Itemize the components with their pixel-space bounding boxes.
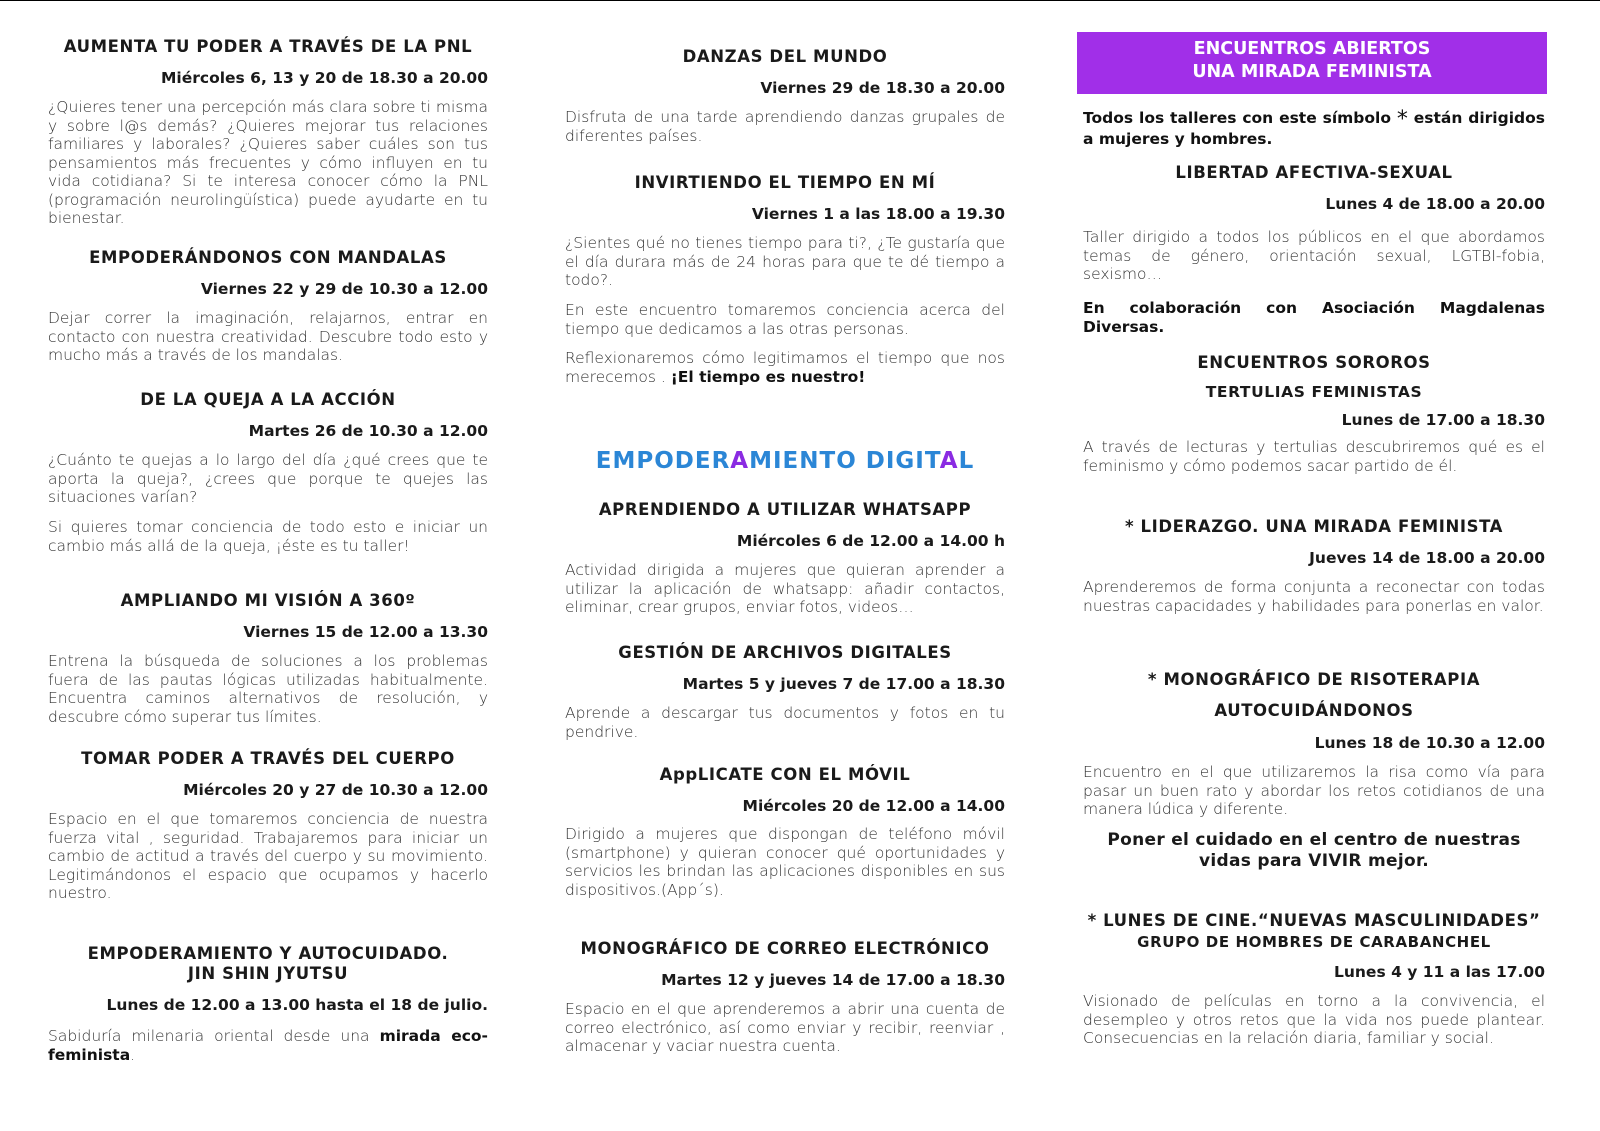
workshop-title: AppLICATE CON EL MÓVIL [659,765,911,784]
workshop-title: AUMENTA TU PODER A TRAVÉS DE LA PNL [63,37,473,56]
workshop-date: Miércoles 20 y 27 de 10.30 a 12.00 [183,781,488,799]
workshop-description: Aprende a descargar tus documentos y fotos en tu pendrive. [565,704,1005,741]
workshop-title: EMPODERAMIENTO Y AUTOCUIDADO. [87,944,449,963]
workshop-description: Visionado de películas en torno a la convivencia, el desempleo y otros retos que la vida nos puede plantear. Consecuencias en la relación diaria, familiar y social. [1083,992,1545,1047]
workshop-title: * LUNES DE CINE.“NUEVAS MASCULINIDADES” [1087,911,1541,930]
banner-line: UNA MIRADA FEMINISTA [1192,62,1432,82]
workshop-description: Espacio en el que tomaremos conciencia de nuestra fuerza vital , seguridad. Trabajaremos para iniciar un cambio de actitud a través del cuerpo y su movimiento. Legitimándonos el espacio que ocupamos y hacerlo nuestro. [48,810,488,902]
workshop-date: Miércoles 6, 13 y 20 de 18.30 a 20.00 [161,69,488,87]
workshop-title: TOMAR PODER A TRAVÉS DEL CUERPO [81,749,455,768]
section-heading-digital: EMPODERAMIENTO DIGITAL [595,448,975,474]
workshop-description: ¿Quieres tener una percepción más clara sobre ti misma y sobre l@s demás? ¿Quieres mejorar tus relaciones familiares y laborales? ¿Quieres saber cuáles son tus pensamientos más frecuentes y cómo influyen en tu vida cotidiana? Si te interesa conocer cómo la PNL (programación neurolingüística) puede ayudarte en tu bienestar. [48,98,488,227]
workshop-title: INVIRTIENDO EL TIEMPO EN MÍ [634,173,936,192]
workshop-date: Viernes 29 de 18.30 a 20.00 [760,79,1005,97]
workshop-subtitle: JIN SHIN JYUTSU [187,964,349,983]
workshop-date: Martes 12 y jueves 14 de 17.00 a 18.30 [661,971,1005,989]
intro-note: Todos los talleres con este símbolo * están dirigidos a mujeres y hombres. [1083,107,1546,148]
workshop-date: Lunes de 12.00 a 13.00 hasta el 18 de julio. [106,996,488,1014]
workshop-title: DANZAS DEL MUNDO [682,47,888,66]
workshop-title: EMPODERÁNDONOS CON MANDALAS [89,248,447,267]
workshop-subtitle: TERTULIAS FEMINISTAS [1205,383,1423,401]
workshop-description: Sabiduría milenaria oriental desde una mirada eco-feminista. [48,1027,488,1064]
workshop-description: Dejar correr la imaginación, relajarnos, entrar en contacto con nuestra creatividad. Descubre todo esto y mucho más a través de los mandalas. [48,309,488,364]
workshop-description: Disfruta de una tarde aprendiendo danzas grupales de diferentes países. [565,108,1005,145]
workshop-date: Viernes 1 a las 18.00 a 19.30 [751,205,1005,223]
asterisk-symbol: * [1396,107,1408,132]
workshop-title: DE LA QUEJA A LA ACCIÓN [140,390,396,409]
workshop-description: Aprenderemos de forma conjunta a reconectar con todas nuestras capacidades y habilidades para ponerlas en valor. [1083,578,1545,615]
workshop-date: Lunes de 17.00 a 18.30 [1341,411,1545,429]
workshop-date: Jueves 14 de 18.00 a 20.00 [1309,549,1545,567]
workshop-description: En este encuentro tomaremos conciencia acerca del tiempo que dedicamos a las otras personas. [565,301,1005,338]
workshop-description: Si quieres tomar conciencia de todo esto e iniciar un cambio más allá de la queja, ¡éste es tu taller! [48,518,488,555]
workshop-description: ¿Cuánto te quejas a lo largo del día ¿qué crees que te aporta la queja?, ¿crees que porque te quejes las situaciones varían? [48,451,488,506]
workshop-title: GESTIÓN DE ARCHIVOS DIGITALES [618,643,952,662]
workshop-description: Entrena la búsqueda de soluciones a los problemas fuera de las pautas lógicas utilizadas habitualmente. Encuentra caminos alternativos de resolución, y descubre cómo superar tus límites. [48,652,488,726]
banner-line: ENCUENTROS ABIERTOS [1193,39,1431,59]
workshop-date: Lunes 4 de 18.00 a 20.00 [1325,195,1545,213]
workshop-date: Miércoles 6 de 12.00 a 14.00 h [736,532,1005,550]
workshop-title: AMPLIANDO MI VISIÓN A 360º [120,591,416,610]
workshop-description: Actividad dirigida a mujeres que quieran aprender a utilizar la aplicación de whatsapp: añadir contactos, eliminar, crear grupos, enviar fotos, videos… [565,561,1005,616]
workshop-description: Taller dirigido a todos los públicos en el que abordamos temas de género, orientación sexual, LGTBI-fobia, sexismo… [1083,228,1545,283]
top-rule [0,0,1600,1]
workshop-title: * LIDERAZGO. UNA MIRADA FEMINISTA [1124,517,1504,536]
workshop-description: Espacio en el que aprenderemos a abrir una cuenta de correo electrónico, así como enviar y recibir, reenviar , almacenar y vaciar nuestra cuenta. [565,1000,1005,1055]
workshop-date: Martes 26 de 10.30 a 12.00 [248,422,488,440]
workshop-date: Viernes 22 y 29 de 10.30 a 12.00 [200,280,488,298]
workshop-title: ENCUENTROS SOROROS [1197,353,1431,372]
workshop-title: LIBERTAD AFECTIVA-SEXUAL [1175,163,1453,182]
collaboration-note: En colaboración con Asociación Magdalenas Diversas. [1083,299,1545,336]
workshop-date: Martes 5 y jueves 7 de 17.00 a 18.30 [682,675,1005,693]
section-banner [1077,32,1547,94]
workshop-description: Encuentro en el que utilizaremos la risa como vía para pasar un buen rato y abordar los retos cotidianos de una manera lúdica y diferente. [1083,763,1545,818]
workshop-title: * MONOGRÁFICO DE RISOTERAPIA [1147,670,1481,689]
workshop-subtitle: AUTOCUIDÁNDONOS [1214,701,1414,720]
workshop-subtitle: GRUPO DE HOMBRES DE CARABANCHEL [1137,933,1491,951]
workshop-title: MONOGRÁFICO DE CORREO ELECTRÓNICO [580,939,990,958]
workshop-title: APRENDIENDO A UTILIZAR WHATSAPP [598,500,972,519]
workshop-description: ¿Sientes qué no tienes tiempo para ti?, ¿Te gustaría que el día durara más de 24 horas para que te dé tiempo a todo?. [565,234,1005,289]
workshop-description: A través de lecturas y tertulias descubriremos qué es el feminismo y cómo podemos sacar partido de él. [1083,438,1545,475]
workshop-date: Miércoles 20 de 12.00 a 14.00 [742,797,1005,815]
workshop-date: Viernes 15 de 12.00 a 13.30 [243,623,488,641]
highlight-quote: Poner el cuidado en el centro de nuestras vidas para VIVIR mejor. [1107,830,1521,871]
workshop-date: Lunes 4 y 11 a las 17.00 [1333,963,1545,981]
workshop-description: Dirigido a mujeres que dispongan de teléfono móvil (smartphone) y quieran conocer qué oportunidades y servicios les brindan las aplicaciones disponibles en sus dispositivos.(App´s). [565,825,1005,899]
workshop-date: Lunes 18 de 10.30 a 12.00 [1314,734,1545,752]
workshop-description: Reflexionaremos cómo legitimamos el tiempo que nos merecemos . ¡El tiempo es nuestro! [565,349,1005,386]
